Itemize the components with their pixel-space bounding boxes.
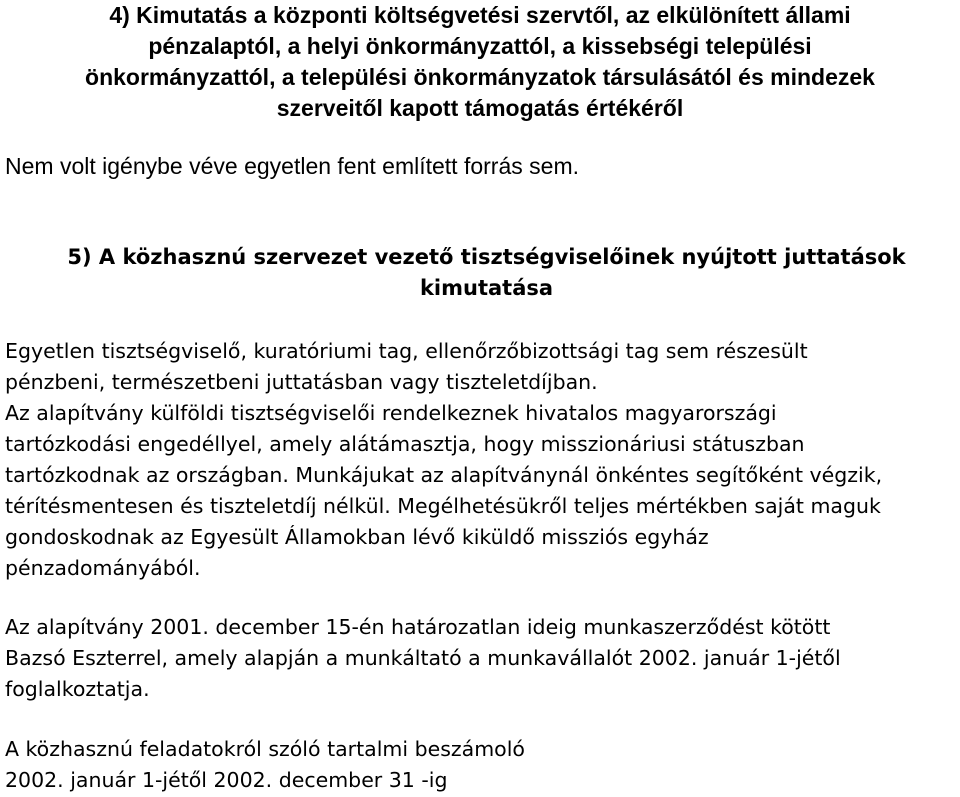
paragraph-line: Az alapítvány 2001. december 15-én határozatlan ideig munkaszerződést kötött — [5, 615, 831, 639]
heading-line: 4) Kimutatás a központi költségvetési szervtől, az elkülönített állami — [109, 2, 851, 28]
section-4-body: Nem volt igénybe véve egyetlen fent említett forrás sem. — [5, 153, 579, 179]
section-5-paragraph — [5, 336, 960, 584]
paragraph-line: 2002. január 1-jétől 2002. december 31 -ig — [5, 768, 448, 792]
section-5-heading — [0, 242, 960, 304]
paragraph-line: tartózkodási engedéllyel, amely alátámasztja, hogy misszionáriusi státuszban — [5, 432, 805, 456]
heading-line: önkormányzattól, a települési önkormányzatok társulásától és mindezek — [85, 64, 875, 90]
paragraph-line: Bazsó Eszterrel, amely alapján a munkáltató a munkavállalót 2002. január 1-jétől — [5, 646, 841, 670]
heading-line: kimutatása — [419, 276, 554, 300]
paragraph-line: A közhasznú feladatokról szóló tartalmi beszámoló — [5, 737, 525, 761]
employment-paragraph — [5, 612, 960, 705]
paragraph-line: térítésmentesen és tiszteletdíj nélkül. Megélhetésükről teljes mértékben saját maguk — [5, 494, 881, 518]
report-title — [5, 734, 960, 796]
paragraph-line: pénzadományából. — [5, 556, 201, 580]
section-4-heading — [0, 0, 960, 124]
heading-line: 5) A közhasznú szervezet vezető tisztségviselőinek nyújtott juttatások — [67, 245, 906, 269]
paragraph-line: pénzbeni, természetbeni juttatásban vagy tiszteletdíjban. — [5, 370, 598, 394]
paragraph-line: tartózkodnak az országban. Munkájukat az alapítványnál önkéntes segítőként végzik, — [5, 463, 883, 487]
paragraph-line: Egyetlen tisztségviselő, kuratóriumi tag, ellenőrzőbizottsági tag sem részesült — [5, 339, 808, 363]
paragraph-line: Az alapítvány külföldi tisztségviselői rendelkeznek hivatalos magyarországi — [5, 401, 777, 425]
paragraph-line: foglalkoztatja. — [5, 677, 150, 701]
heading-line: pénzalaptól, a helyi önkormányzattól, a kissebségi települési — [148, 33, 812, 59]
heading-line: szerveitől kapott támogatás értékéről — [276, 95, 684, 121]
paragraph-line: gondoskodnak az Egyesült Államokban lévő kiküldő missziós egyház — [5, 525, 709, 549]
